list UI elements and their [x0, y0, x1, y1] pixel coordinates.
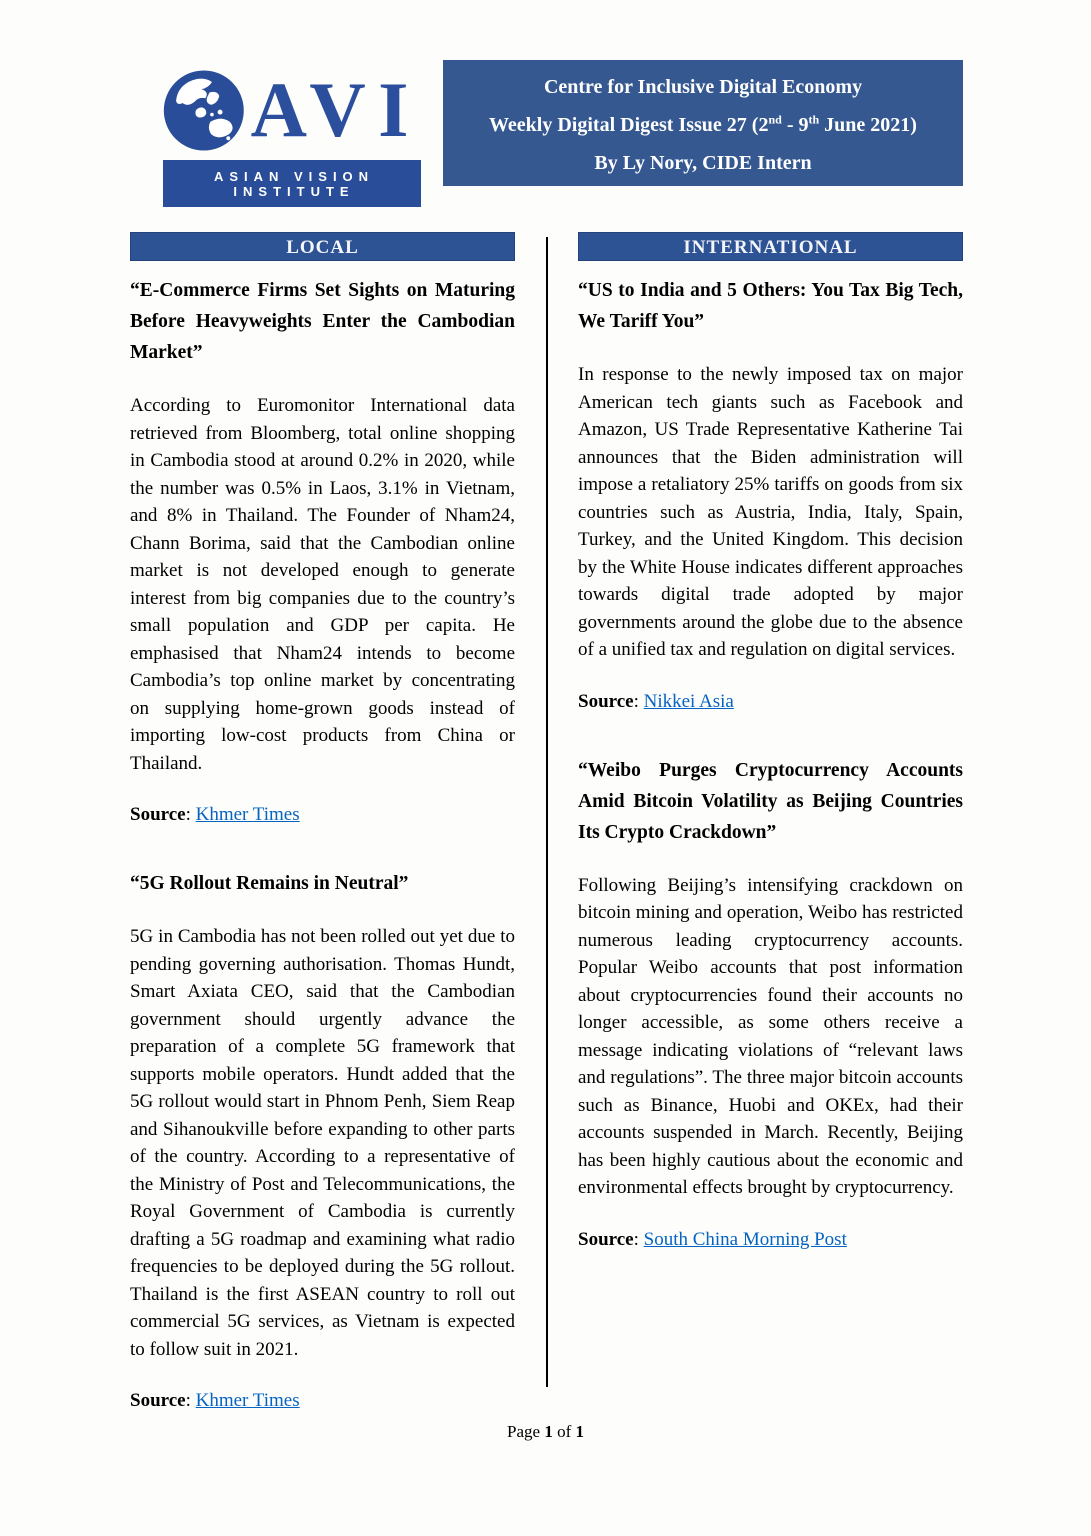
banner-author-line: By Ly Nory, CIDE Intern: [594, 152, 812, 174]
local-column: [130, 232, 515, 1454]
article-body: Following Beijing’s intensifying crackdown on bitcoin mining and operation, Weibo has restricted numerous leading cryptocurrency accounts. Popular Weibo accounts that post information about cryptocurrencies found their accounts no longer accessible, as some others receive a message indicating violations of “relevant laws and regulations”. The three major bitcoin accounts such as Binance, Huobi and OKEx, had their accounts suspended in March. Recently, Beijing has been highly cautious about the economic and environmental effects brought by cryptocurrency.: [578, 874, 963, 1198]
source-link-khmer-times-1[interactable]: Khmer Times: [195, 804, 300, 825]
article-title: “Weibo Purges Cryptocurrency Accounts Amid Bitcoin Volatility as Beijing Countries Its Crypto Crackdown”: [578, 759, 963, 843]
source-line: [130, 801, 515, 828]
international-column: [578, 232, 963, 1454]
article-5g-rollout: [130, 868, 515, 1414]
content-columns: [130, 232, 963, 1454]
article-weibo-crypto: [578, 755, 963, 1253]
source-label: Source: [130, 1390, 186, 1411]
banner-issue-suffix: June 2021): [819, 114, 917, 136]
source-line: [578, 1226, 963, 1253]
header-banner: [443, 60, 963, 186]
source-link-scmp[interactable]: South China Morning Post: [643, 1228, 847, 1250]
avi-logo-top: [163, 62, 421, 158]
source-colon: :: [185, 804, 196, 825]
logo-org-name: ASIAN VISION INSTITUTE: [163, 160, 421, 207]
source-link-nikkei-asia[interactable]: Nikkei Asia: [643, 690, 734, 712]
footer-page-total: 1: [575, 1422, 584, 1441]
section-header-local: LOCAL: [130, 232, 515, 261]
source-colon: :: [185, 1390, 196, 1411]
source-colon: :: [633, 690, 644, 712]
avi-logo: [163, 62, 421, 207]
banner-issue-prefix: Weekly Digital Digest Issue 27 (2: [489, 114, 769, 136]
page-footer: [0, 1422, 1091, 1442]
article-title: “US to India and 5 Others: You Tax Big Tech, We Tariff You”: [578, 280, 963, 332]
banner-ordinal-th: th: [808, 112, 820, 127]
article-us-tariffs: [578, 275, 963, 715]
source-label: Source: [130, 804, 186, 825]
banner-issue-line: [443, 113, 963, 137]
article-body: In response to the newly imposed tax on major American tech giants such as Facebook and Amazon, US Trade Representative Katherine Tai announces that the Biden administration will impose a retaliatory 25% tariffs on goods from six countries such as Austria, India, Italy, Spain, Turkey, and the United Kingdom. This decision by the White House indicates different approaches towards digital trade adopted by major governments around the globe due to the absence of a unified tax and regulation on digital services.: [578, 364, 963, 660]
article-body: According to Euromonitor International data retrieved from Bloomberg, total online shopping in Cambodia stood at around 0.2% in 2020, while the number was 0.5% in Laos, 3.1% in Vietnam, and 8% in Thailand. The Founder of Nham24, Chann Borima, said that the Cambodian online market is not developed enough to generate interest from big companies due to the country’s small population and GDP per capita. He emphasised that Nham24 intends to become Cambodia’s top online market by concentrating on supplying home-grown goods instead of importing low-cost products from China or Thailand.: [130, 395, 515, 774]
section-header-international: INTERNATIONAL: [578, 232, 963, 261]
source-label: Source: [578, 1228, 634, 1250]
footer-page-number: 1: [544, 1422, 553, 1441]
article-body: 5G in Cambodia has not been rolled out yet due to pending governing authorisation. Thomas Hundt, Smart Axiata CEO, said that the Cambodian government should urgently advance the preparation of a complete 5G framework that supports mobile operators. Hundt added that the 5G rollout would start in Phnom Penh, Siem Reap and Sihanoukville before expanding to other parts of the country. According to a representative of the Ministry of Post and Telecommunications, the Royal Government of Cambodia is currently drafting a 5G roadmap and examining what radio frequencies to be deployed during the 5G rollout. Thailand is the first ASEAN country to roll out commercial 5G services, as Vietnam is expected to follow suit in 2021.: [130, 926, 515, 1360]
banner-centre-line: Centre for Inclusive Digital Economy: [543, 76, 863, 98]
banner-ordinal-nd: nd: [768, 112, 782, 127]
globe-asia-icon: [163, 62, 245, 159]
article-title: “E-Commerce Firms Set Sights on Maturing Before Heavyweights Enter the Cambodian Market”: [130, 280, 515, 363]
article-ecommerce: [130, 275, 515, 828]
banner-issue-mid: - 9: [781, 114, 809, 136]
article-title: “5G Rollout Remains in Neutral”: [130, 873, 409, 894]
footer-of-label: of: [552, 1422, 576, 1441]
source-colon: :: [633, 1228, 644, 1250]
footer-page-label: Page: [507, 1422, 545, 1441]
logo-acronym: AVI: [250, 66, 421, 153]
source-line: [578, 688, 963, 715]
source-line: [130, 1387, 515, 1414]
source-link-khmer-times-2[interactable]: Khmer Times: [195, 1390, 300, 1411]
source-label: Source: [578, 690, 634, 712]
